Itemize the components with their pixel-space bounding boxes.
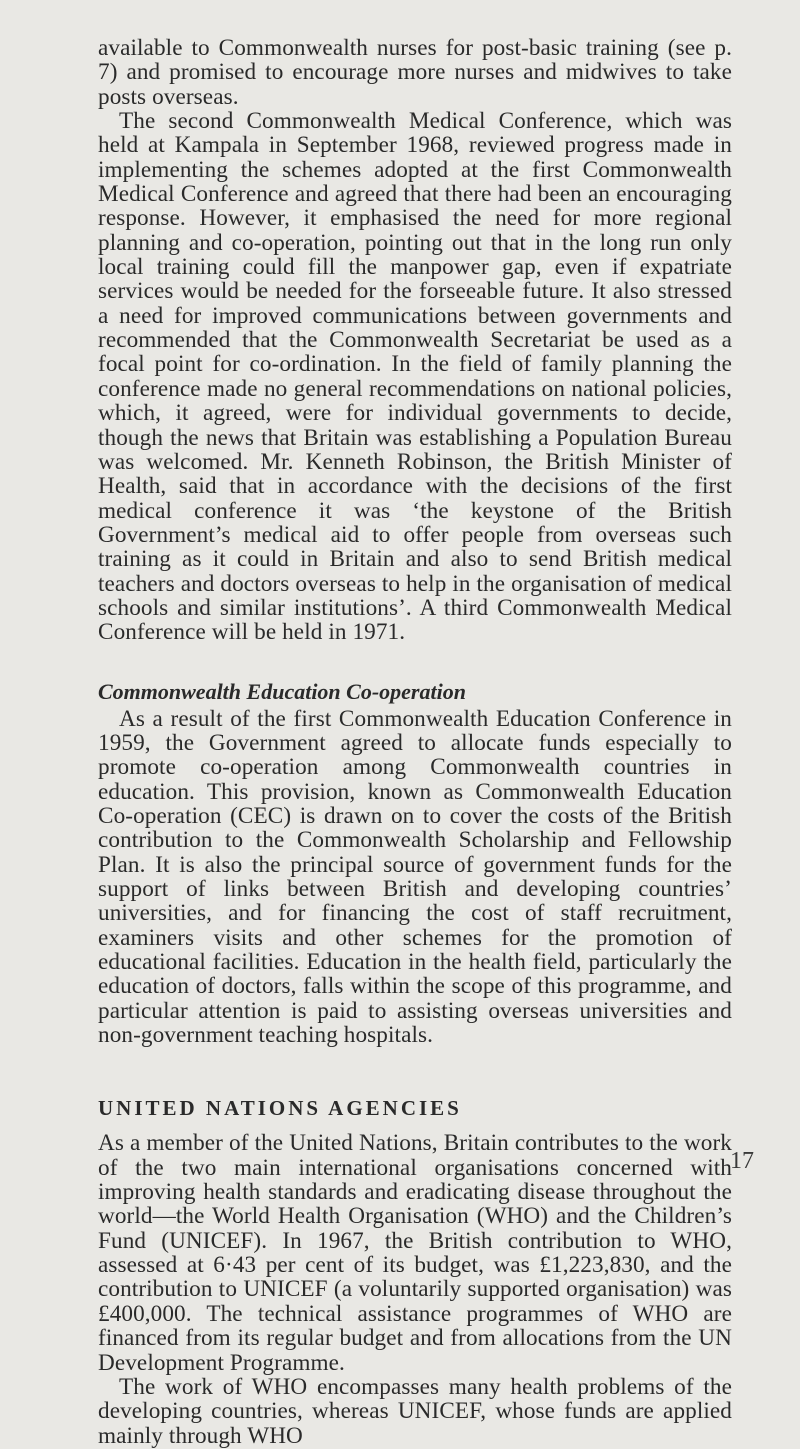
paragraph-who-work: The work of WHO encompasses many health problems of the developing countries, whereas UNICEF, whose funds are applied mainly through WHO — [98, 1373, 732, 1449]
section-heading-un-agencies: UNITED NATIONS AGENCIES — [98, 1096, 462, 1121]
paragraph-medical-conference: The second Commonwealth Medical Conference, which was held at Kampala in September 1968, reviewed progress made in implementing the schemes adopted at the first Commonwealth Medical Conference and agreed that there had been an encouraging response. However, it emphasised the need for more regional planning and co-operation, pointing out that in the long run only local training could fill the manpower gap, even if expatriate services would be needed for the forseeable future. It also stressed a need for improved communications between governments and recommended that the Commonwealth Secretariat be used as a focal point for co-ordination. In the field of family planning the conference made no general recommendations on national policies, which, it agreed, were for individual governments to decide, though the news that Britain was establishing a Population Bureau was welcomed. Mr. Kenneth Robinson, the British Minister of Health, said that in accordance with the decisions of the first medical conference it was ‘the keystone of the British Government’s medical aid to offer people from overseas such training as it could in Britain and also to send British medical teachers and doctors overseas to help in the organisation of medical schools and similar institutions’. A third Commonwealth Medical Conference will be held in 1971. — [98, 108, 732, 646]
paragraph-un-contributions: As a member of the United Nations, Britain contributes to the work of the two main international organisations concerned with improving health standards and eradicating disease throughout the world—the World Health Organisation (WHO) and the Children’s Fund (UNICEF). In 1967, the British contribution to WHO, assessed at 6·43 per cent of its budget, was £1,223,830, and the contribution to UNICEF (a voluntarily supported organisation) was £400,000. The technical assistance programmes of WHO are financed from its regular budget and from allocations from the UN Development Programme. — [98, 1130, 732, 1376]
paragraph-nurses-continued: available to Commonwealth nurses for post-basic training (see p. 7) and promised to encourage more nurses and midwives to take posts overseas. — [98, 35, 732, 110]
section-heading-commonwealth-education: Commonwealth Education Co-operation — [98, 678, 466, 704]
paragraph-education-cooperation: As a result of the first Commonwealth Education Conference in 1959, the Government agreed to allocate funds especially to promote co-operation among Commonwealth countries in education. This provision, known as Commonwealth Education Co-operation (CEC) is drawn on to cover the costs of the British contribution to the Commonwealth Scholarship and Fellowship Plan. It is also the principal source of government funds for the support of links between British and developing countries’ universities, and for financing the cost of staff recruitment, examiners visits and other schemes for the promotion of educational facilities. Education in the health field, particularly the education of doctors, falls within the scope of this programme, and particular attention is paid to assisting overseas universities and non-government teaching hospitals. — [98, 705, 732, 1049]
page-number: 17 — [730, 1148, 754, 1174]
